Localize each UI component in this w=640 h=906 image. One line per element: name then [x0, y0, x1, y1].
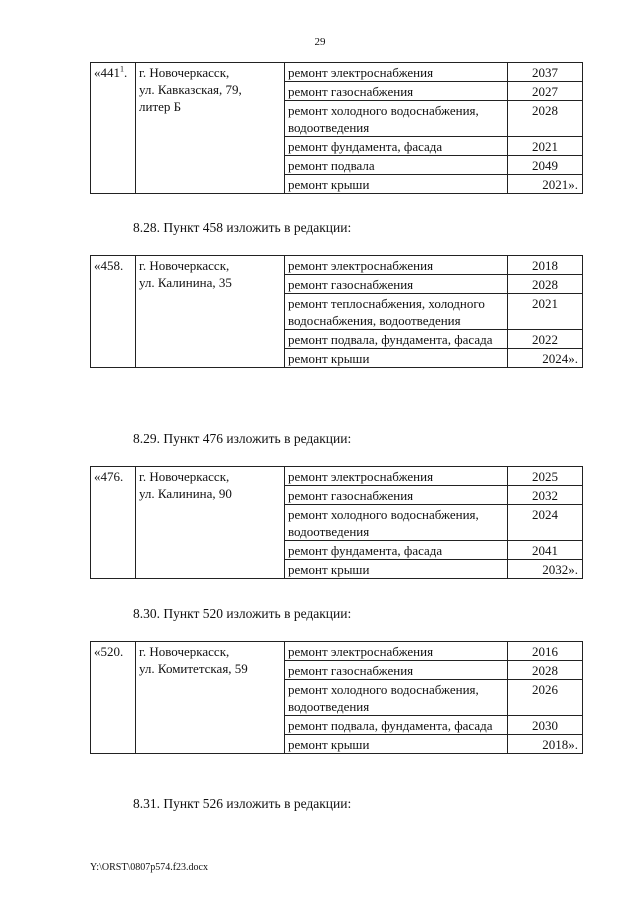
work-cell: ремонт крыши: [285, 735, 508, 754]
year-cell: 2024».: [508, 349, 583, 368]
address-cell: [136, 642, 285, 754]
address-city: г. Новочеркасск,: [139, 65, 230, 80]
year-cell: 2016: [508, 642, 583, 661]
address-street: ул. Калинина, 90: [139, 486, 232, 501]
instruction-text: 8.29. Пункт 476 изложить в редакции:: [133, 431, 352, 446]
work-cell: ремонт теплоснабжения, холодного водоснабжения, водоотведения: [285, 294, 508, 330]
work-cell: ремонт крыши: [285, 175, 508, 194]
year-cell: 2024: [508, 505, 583, 541]
instruction-text: 8.28. Пункт 458 изложить в редакции:: [133, 220, 352, 235]
work-cell: ремонт подвала: [285, 156, 508, 175]
year-cell: 2041: [508, 541, 583, 560]
amendment-table-520: [90, 641, 583, 754]
work-cell: ремонт крыши: [285, 349, 508, 368]
address-cell: [136, 256, 285, 368]
year-cell: 2032».: [508, 560, 583, 579]
year-cell: 2025: [508, 467, 583, 486]
year-cell: 2018: [508, 256, 583, 275]
address-city: г. Новочеркасск,: [139, 469, 230, 484]
address-street: ул. Комитетская, 59: [139, 661, 248, 676]
work-cell: ремонт электроснабжения: [285, 467, 508, 486]
page-number: 29: [314, 36, 326, 48]
work-cell: ремонт газоснабжения: [285, 275, 508, 294]
work-cell: ремонт крыши: [285, 560, 508, 579]
year-cell: 2028: [508, 101, 583, 137]
year-cell: 2021».: [508, 175, 583, 194]
work-cell: ремонт фундамента, фасада: [285, 541, 508, 560]
work-cell: ремонт газоснабжения: [285, 486, 508, 505]
work-cell: ремонт электроснабжения: [285, 63, 508, 82]
amendment-table-476: [90, 466, 583, 579]
address-city: г. Новочеркасск,: [139, 258, 230, 273]
work-cell: ремонт газоснабжения: [285, 82, 508, 101]
year-cell: 2030: [508, 716, 583, 735]
work-cell: ремонт фундамента, фасада: [285, 137, 508, 156]
year-cell: 2021: [508, 137, 583, 156]
work-cell: ремонт подвала, фундамента, фасада: [285, 330, 508, 349]
amendment-table-441: [90, 62, 583, 194]
file-path-footer: Y:\ORST\0807p574.f23.docx: [90, 862, 208, 873]
year-cell: 2049: [508, 156, 583, 175]
year-cell: 2037: [508, 63, 583, 82]
amendment-table-458: [90, 255, 583, 368]
year-cell: 2021: [508, 294, 583, 330]
item-number: «$441^1$.: [91, 63, 136, 194]
year-cell: 2026: [508, 680, 583, 716]
work-cell: ремонт газоснабжения: [285, 661, 508, 680]
year-cell: 2027: [508, 82, 583, 101]
item-number: «520.: [91, 642, 136, 754]
year-cell: 2028: [508, 275, 583, 294]
year-cell: 2018».: [508, 735, 583, 754]
instruction-text: 8.30. Пункт 520 изложить в редакции:: [133, 606, 352, 621]
address-city: г. Новочеркасск,: [139, 644, 230, 659]
item-number: «458.: [91, 256, 136, 368]
instruction-text: 8.31. Пункт 526 изложить в редакции:: [133, 796, 352, 811]
address-extra: литер Б: [139, 99, 182, 114]
address-street: ул. Калинина, 35: [139, 275, 232, 290]
work-cell: ремонт холодного водоснабжения, водоотведения: [285, 680, 508, 716]
year-cell: 2032: [508, 486, 583, 505]
year-cell: 2022: [508, 330, 583, 349]
year-cell: 2028: [508, 661, 583, 680]
address-cell: [136, 467, 285, 579]
work-cell: ремонт холодного водоснабжения, водоотведения: [285, 101, 508, 137]
work-cell: ремонт электроснабжения: [285, 642, 508, 661]
address-cell: [136, 63, 285, 194]
work-cell: ремонт электроснабжения: [285, 256, 508, 275]
work-cell: ремонт подвала, фундамента, фасада: [285, 716, 508, 735]
work-cell: ремонт холодного водоснабжения, водоотведения: [285, 505, 508, 541]
item-number: «476.: [91, 467, 136, 579]
address-street: ул. Кавказская, 79,: [139, 82, 242, 97]
